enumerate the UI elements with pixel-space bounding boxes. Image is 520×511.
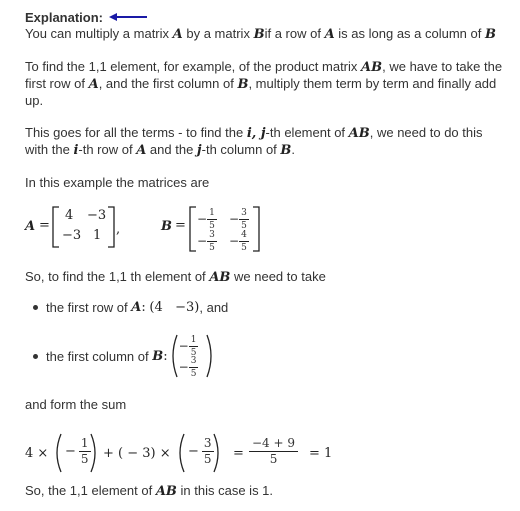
matrix-cell: −3 [62,228,82,243]
list-item [33,333,216,379]
denominator: 5 [203,452,212,466]
explanation-heading [25,8,505,26]
text: , we need to do this [369,125,483,140]
matrix-cell [229,229,249,254]
colon: : [141,300,146,315]
minus: − [178,359,189,374]
arrow-left-icon [109,12,147,22]
math-B: B [280,143,292,158]
math-AB: AB [155,484,177,499]
numerator: −4 + 9 [249,436,298,452]
equals-sign: = [175,218,186,233]
bullet-icon [33,305,38,310]
math-B: B [253,27,265,42]
paragraph-intro [25,26,505,43]
matrix-A-equation [25,204,155,250]
math-B: B [161,219,172,234]
math-A: A [324,27,335,42]
denominator: 5 [241,243,247,253]
text: and the [149,142,194,157]
math-A: A [25,219,36,234]
text: if a row of [264,26,321,41]
math-AB: AB [209,270,231,285]
denominator: 5 [241,221,247,231]
vector-entry [179,355,199,380]
text: , and the first column of [98,76,234,91]
math-B: B [484,27,496,42]
text: , we have to take the [382,59,503,74]
math-A: A [172,27,183,42]
math-B: B [152,348,164,364]
numerator: 3 [203,436,212,450]
text: the first row of [46,300,128,315]
text: in this case is 1. [180,483,274,498]
heading-text: Explanation: [25,9,104,25]
sum-equation [25,430,365,476]
numerator: 3 [190,356,197,366]
math-ij: i, j [246,126,266,141]
paragraph-example-intro: In this example the matrices are [25,175,210,190]
numerator: 1 [209,208,215,218]
matrix-cell: 1 [93,228,102,243]
text: , and [199,300,229,315]
text: So, the 1,1 element of [25,483,153,498]
minus: − [188,443,199,459]
minus: − [197,211,208,226]
left-bracket-icon [189,206,197,252]
left-bracket-icon [52,206,60,248]
fraction-term [188,436,214,467]
numerator: 1 [190,335,197,345]
text: . [291,142,296,157]
math-j: j [196,143,202,158]
text: -th row of [78,142,133,157]
matrix-cell: 4 [65,208,74,223]
text: by a matrix [186,26,250,41]
paragraph-conclusion [25,483,273,500]
minus: − [65,443,76,459]
minus: − [197,233,208,248]
text: -th element of [265,125,346,140]
list-item [33,300,228,315]
denominator: 5 [80,452,89,466]
denominator: 5 [209,221,215,231]
text: So, to find the 1,1 th element of [25,269,206,284]
math-A: A [88,77,99,92]
equals-sign: = [233,446,244,461]
right-bracket-icon [107,206,115,248]
minus: − [229,233,240,248]
text: first row of [25,76,85,91]
minus: − [229,211,240,226]
paragraph-to-find [25,269,326,286]
math-B: B [237,77,249,92]
row-vector: (4 −3) [149,300,200,315]
math-i: i [73,143,79,158]
matrix-cell: −3 [87,208,107,223]
text: is as long as a column of [338,26,482,41]
equals-sign: = [39,218,50,233]
term: 4 × [25,446,49,461]
math-A: A [136,143,147,158]
paragraph-1-1-element [25,59,505,109]
math-AB: AB [361,60,383,75]
text: , multiply them term by term and finally add [248,76,497,91]
denominator: 5 [190,369,197,379]
comma: , [116,222,121,237]
matrix-cell [197,229,217,254]
result: = 1 [309,446,333,461]
numerator: 3 [209,230,215,240]
numerator: 3 [241,208,247,218]
numerator: 4 [241,230,247,240]
minus: − [178,338,189,353]
denominator: 5 [209,243,215,253]
math-A: A [131,300,142,315]
explanation-content [25,8,505,499]
bullet-icon [33,354,38,359]
result-fraction [249,436,298,467]
numerator: 1 [80,436,89,450]
term: + ( − 3) × [103,446,171,461]
denominator: 5 [269,452,278,466]
matrix-B-equation [161,204,291,254]
text: -th column of [201,142,277,157]
right-bracket-icon [252,206,260,252]
paragraph-form-sum: and form the sum [25,397,127,412]
paragraph-general-terms [25,125,505,159]
text: we need to take [234,269,326,284]
denominator: 5 [190,348,197,358]
fraction-term [65,436,91,467]
text: the first column of [46,348,149,364]
text: You can multiply a matrix [25,26,170,41]
colon: : [163,348,168,364]
text: up. [25,93,44,108]
math-AB: AB [348,126,370,141]
text: with the [25,142,70,157]
text: This goes for all the terms - to find the [25,125,244,140]
column-vector [168,333,216,379]
text: To find the 1,1 element, for example, of the product matrix [25,59,358,74]
